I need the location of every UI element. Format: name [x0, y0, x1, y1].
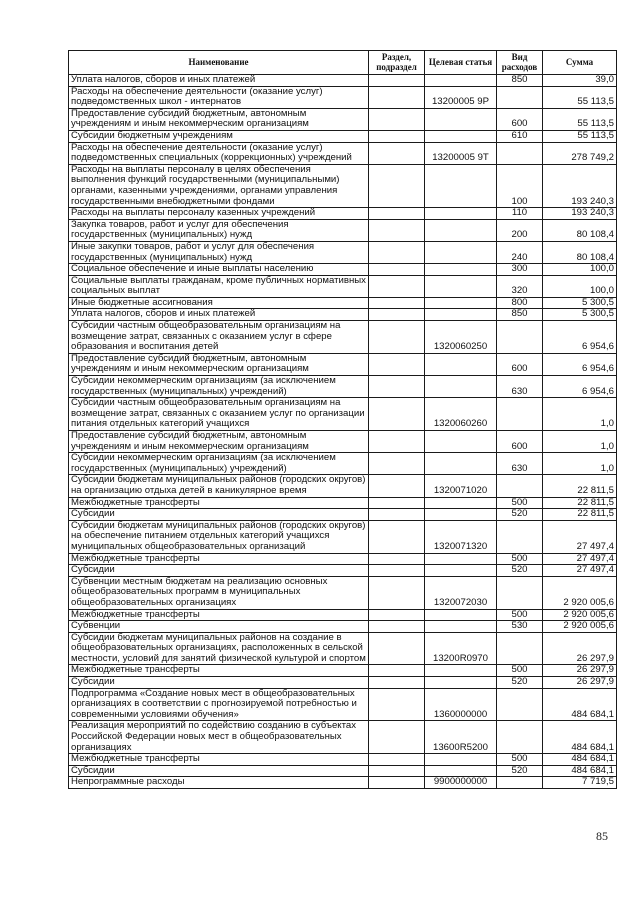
- cell-section: [369, 609, 425, 621]
- table-row: [69, 208, 617, 220]
- cell-sum: 2 920 005,6: [543, 576, 617, 609]
- table-row: [69, 75, 617, 87]
- cell-section: [369, 297, 425, 309]
- cell-name: Субсидии: [69, 765, 369, 777]
- cell-type: 520: [497, 509, 543, 521]
- cell-name: Межбюджетные трансферты: [69, 609, 369, 621]
- cell-sum: 2 920 005,6: [543, 609, 617, 621]
- cell-target: 1320060250: [425, 321, 497, 354]
- cell-name: Расходы на обеспечение деятельности (оказание услуг) подведомственных школ - интернатов: [69, 86, 369, 108]
- cell-sum: 1,0: [543, 431, 617, 453]
- cell-target: [425, 765, 497, 777]
- cell-section: [369, 475, 425, 497]
- cell-sum: 26 297,9: [543, 665, 617, 677]
- cell-sum: 27 497,4: [543, 520, 617, 553]
- cell-type: 520: [497, 565, 543, 577]
- cell-section: [369, 621, 425, 633]
- cell-sum: 484 684,1: [543, 721, 617, 754]
- cell-target: [425, 297, 497, 309]
- cell-sum: 6 954,6: [543, 353, 617, 375]
- cell-name: Субсидии частным общеобразовательным организациям на возмещение затрат, связанных с оказанием услуг по организации питания отдельных категорий учащихся: [69, 398, 369, 431]
- table-row: [69, 721, 617, 754]
- cell-sum: 80 108,4: [543, 241, 617, 263]
- cell-sum: 22 811,5: [543, 475, 617, 497]
- table-row: [69, 688, 617, 721]
- cell-type: 110: [497, 208, 543, 220]
- cell-target: 13600R5200: [425, 721, 497, 754]
- cell-type: 200: [497, 219, 543, 241]
- table-row: [69, 453, 617, 475]
- cell-type: 500: [497, 609, 543, 621]
- cell-sum: 7 719,5: [543, 777, 617, 789]
- cell-type: 240: [497, 241, 543, 263]
- cell-type: 520: [497, 765, 543, 777]
- cell-sum: 484 684,1: [543, 754, 617, 766]
- cell-type: [497, 576, 543, 609]
- cell-type: 300: [497, 264, 543, 276]
- table-row: [69, 520, 617, 553]
- table-row: [69, 297, 617, 309]
- cell-sum: 1,0: [543, 398, 617, 431]
- cell-section: [369, 677, 425, 689]
- cell-section: [369, 86, 425, 108]
- cell-section: [369, 142, 425, 164]
- table-row: [69, 565, 617, 577]
- header-type: Вид расходов: [497, 51, 543, 75]
- cell-name: Субсидии: [69, 509, 369, 521]
- cell-target: 1320060260: [425, 398, 497, 431]
- cell-type: [497, 777, 543, 789]
- cell-type: 500: [497, 553, 543, 565]
- cell-sum: 55 113,5: [543, 130, 617, 142]
- cell-name: Расходы на выплаты персоналу в целях обеспечения выполнения функций государственными (муниципальными) органами, казенными учреждениями, органами управления государственными внебюджетными фондами: [69, 164, 369, 207]
- table-row: [69, 321, 617, 354]
- cell-name: Иные бюджетные ассигнования: [69, 297, 369, 309]
- cell-target: [425, 376, 497, 398]
- cell-sum: 26 297,9: [543, 632, 617, 665]
- cell-section: [369, 431, 425, 453]
- cell-name: Предоставление субсидий бюджетным, автономным учреждениям и иным некоммерческим организациям: [69, 108, 369, 130]
- cell-sum: 80 108,4: [543, 219, 617, 241]
- cell-type: 500: [497, 665, 543, 677]
- cell-name: Субсидии некоммерческим организациям (за исключением государственных (муниципальных) учреждений): [69, 453, 369, 475]
- cell-target: 13200R0970: [425, 632, 497, 665]
- cell-type: 850: [497, 75, 543, 87]
- cell-sum: 27 497,4: [543, 553, 617, 565]
- cell-name: Субвенции местным бюджетам на реализацию основных общеобразовательных программ в муниципальных общеобразовательных организациях: [69, 576, 369, 609]
- cell-name: Субсидии частным общеобразовательным организациям на возмещение затрат, связанных с оказанием услуг в сфере образования и воспитания детей: [69, 321, 369, 354]
- cell-section: [369, 75, 425, 87]
- cell-name: Реализация мероприятий по содействию созданию в субъектах Российской Федерации новых мест в общеобразовательных организациях: [69, 721, 369, 754]
- cell-section: [369, 376, 425, 398]
- cell-section: [369, 108, 425, 130]
- table-row: [69, 309, 617, 321]
- cell-sum: 22 811,5: [543, 509, 617, 521]
- table-row: [69, 376, 617, 398]
- cell-section: [369, 309, 425, 321]
- budget-table: [68, 50, 617, 789]
- table-row: [69, 497, 617, 509]
- table-row: [69, 609, 617, 621]
- cell-type: 600: [497, 108, 543, 130]
- cell-type: [497, 688, 543, 721]
- cell-type: [497, 142, 543, 164]
- cell-sum: 5 300,5: [543, 297, 617, 309]
- cell-name: Межбюджетные трансферты: [69, 553, 369, 565]
- cell-type: 800: [497, 297, 543, 309]
- cell-sum: 39,0: [543, 75, 617, 87]
- table-row: [69, 576, 617, 609]
- table-row: [69, 398, 617, 431]
- cell-target: [425, 754, 497, 766]
- cell-type: 520: [497, 677, 543, 689]
- cell-name: Уплата налогов, сборов и иных платежей: [69, 75, 369, 87]
- table-body: [69, 75, 617, 789]
- cell-section: [369, 721, 425, 754]
- cell-target: [425, 431, 497, 453]
- cell-target: 1320072030: [425, 576, 497, 609]
- cell-target: [425, 565, 497, 577]
- cell-name: Подпрограмма «Создание новых мест в общеобразовательных организациях в соответствии с прогнозируемой потребностью и современными условиями обучения»: [69, 688, 369, 721]
- cell-type: [497, 86, 543, 108]
- table-row: [69, 677, 617, 689]
- cell-type: 100: [497, 164, 543, 207]
- cell-target: [425, 677, 497, 689]
- cell-target: 13200005 9T: [425, 142, 497, 164]
- cell-type: 600: [497, 353, 543, 375]
- cell-type: [497, 475, 543, 497]
- cell-sum: 55 113,5: [543, 86, 617, 108]
- cell-section: [369, 353, 425, 375]
- cell-section: [369, 688, 425, 721]
- cell-section: [369, 565, 425, 577]
- cell-target: 9900000000: [425, 777, 497, 789]
- cell-section: [369, 576, 425, 609]
- table-row: [69, 765, 617, 777]
- cell-type: 500: [497, 754, 543, 766]
- cell-target: [425, 108, 497, 130]
- cell-type: 320: [497, 275, 543, 297]
- cell-name: Субсидии бюджетам муниципальных районов (городских округов) на организацию отдыха детей в каникулярное время: [69, 475, 369, 497]
- cell-target: [425, 621, 497, 633]
- cell-name: Субсидии: [69, 677, 369, 689]
- cell-sum: 27 497,4: [543, 565, 617, 577]
- header-sum: Сумма: [543, 51, 617, 75]
- cell-name: Межбюджетные трансферты: [69, 754, 369, 766]
- cell-sum: 22 811,5: [543, 497, 617, 509]
- cell-sum: 278 749,2: [543, 142, 617, 164]
- cell-name: Расходы на обеспечение деятельности (оказание услуг) подведомственных специальных (коррекционных) учреждений: [69, 142, 369, 164]
- table-row: [69, 264, 617, 276]
- table-row: [69, 353, 617, 375]
- cell-section: [369, 321, 425, 354]
- table-row: [69, 108, 617, 130]
- cell-name: Иные закупки товаров, работ и услуг для обеспечения государственных (муниципальных) нужд: [69, 241, 369, 263]
- cell-sum: 5 300,5: [543, 309, 617, 321]
- header-section: Раздел, подраздел: [369, 51, 425, 75]
- cell-target: [425, 164, 497, 207]
- cell-type: [497, 520, 543, 553]
- cell-type: 610: [497, 130, 543, 142]
- table-row: [69, 553, 617, 565]
- cell-target: [425, 509, 497, 521]
- cell-type: 600: [497, 431, 543, 453]
- cell-section: [369, 553, 425, 565]
- cell-name: Закупка товаров, работ и услуг для обеспечения государственных (муниципальных) нужд: [69, 219, 369, 241]
- cell-name: Субсидии бюджетам муниципальных районов (городских округов) на обеспечение питанием отдельных категорий учащихся муниципальных общеобразовательных организаций: [69, 520, 369, 553]
- cell-section: [369, 777, 425, 789]
- cell-sum: 484 684,1: [543, 765, 617, 777]
- cell-target: [425, 553, 497, 565]
- table-row: [69, 275, 617, 297]
- cell-name: Межбюджетные трансферты: [69, 665, 369, 677]
- cell-sum: 484 684,1: [543, 688, 617, 721]
- cell-section: [369, 520, 425, 553]
- cell-sum: 6 954,6: [543, 376, 617, 398]
- cell-type: 530: [497, 621, 543, 633]
- table-row: [69, 86, 617, 108]
- cell-name: Расходы на выплаты персоналу казенных учреждений: [69, 208, 369, 220]
- cell-name: Субвенции: [69, 621, 369, 633]
- cell-section: [369, 765, 425, 777]
- cell-target: [425, 241, 497, 263]
- cell-target: [425, 130, 497, 142]
- cell-section: [369, 241, 425, 263]
- cell-target: [425, 353, 497, 375]
- cell-name: Субсидии бюджетам муниципальных районов на создание в общеобразовательных организациях, расположенных в сельской местности, условий для занятий физической культурой и спортом: [69, 632, 369, 665]
- table-row: [69, 241, 617, 263]
- cell-target: 1320071020: [425, 475, 497, 497]
- table-row: [69, 475, 617, 497]
- cell-sum: 1,0: [543, 453, 617, 475]
- cell-target: [425, 665, 497, 677]
- header-name: Наименование: [69, 51, 369, 75]
- cell-sum: 193 240,3: [543, 164, 617, 207]
- table-row: [69, 509, 617, 521]
- table-row: [69, 632, 617, 665]
- table-row: [69, 665, 617, 677]
- cell-target: 1320071320: [425, 520, 497, 553]
- cell-sum: 26 297,9: [543, 677, 617, 689]
- cell-section: [369, 754, 425, 766]
- cell-section: [369, 665, 425, 677]
- table-row: [69, 164, 617, 207]
- cell-sum: 100,0: [543, 264, 617, 276]
- cell-name: Субсидии некоммерческим организациям (за исключением государственных (муниципальных) учреждений): [69, 376, 369, 398]
- table-row: [69, 130, 617, 142]
- cell-section: [369, 497, 425, 509]
- table-row: [69, 621, 617, 633]
- table-row: [69, 754, 617, 766]
- cell-sum: 100,0: [543, 275, 617, 297]
- cell-target: 13200005 9P: [425, 86, 497, 108]
- cell-name: Субсидии: [69, 565, 369, 577]
- cell-name: Предоставление субсидий бюджетным, автономным учреждениям и иным некоммерческим организациям: [69, 431, 369, 453]
- cell-sum: 193 240,3: [543, 208, 617, 220]
- table-row: [69, 777, 617, 789]
- cell-sum: 6 954,6: [543, 321, 617, 354]
- cell-section: [369, 130, 425, 142]
- table-header: [69, 51, 617, 75]
- cell-target: [425, 275, 497, 297]
- cell-section: [369, 509, 425, 521]
- table-row: [69, 142, 617, 164]
- cell-type: [497, 321, 543, 354]
- cell-target: [425, 609, 497, 621]
- cell-section: [369, 453, 425, 475]
- cell-section: [369, 398, 425, 431]
- cell-type: [497, 632, 543, 665]
- cell-type: [497, 398, 543, 431]
- cell-target: [425, 208, 497, 220]
- table-row: [69, 431, 617, 453]
- cell-name: Межбюджетные трансферты: [69, 497, 369, 509]
- cell-name: Социальные выплаты гражданам, кроме публичных нормативных социальных выплат: [69, 275, 369, 297]
- cell-target: [425, 75, 497, 87]
- header-target: Целевая статья: [425, 51, 497, 75]
- cell-sum: 2 920 005,6: [543, 621, 617, 633]
- cell-section: [369, 164, 425, 207]
- cell-type: 630: [497, 376, 543, 398]
- cell-target: [425, 309, 497, 321]
- cell-name: Предоставление субсидий бюджетным, автономным учреждениям и иным некоммерческим организациям: [69, 353, 369, 375]
- cell-name: Непрограммные расходы: [69, 777, 369, 789]
- cell-name: Уплата налогов, сборов и иных платежей: [69, 309, 369, 321]
- cell-type: 630: [497, 453, 543, 475]
- cell-name: Субсидии бюджетным учреждениям: [69, 130, 369, 142]
- cell-name: Социальное обеспечение и иные выплаты населению: [69, 264, 369, 276]
- page-number: 85: [596, 829, 608, 843]
- cell-type: 850: [497, 309, 543, 321]
- table-row: [69, 219, 617, 241]
- cell-target: 1360000000: [425, 688, 497, 721]
- cell-sum: 55 113,5: [543, 108, 617, 130]
- cell-section: [369, 632, 425, 665]
- cell-section: [369, 275, 425, 297]
- cell-type: [497, 721, 543, 754]
- cell-type: 500: [497, 497, 543, 509]
- cell-target: [425, 219, 497, 241]
- cell-target: [425, 264, 497, 276]
- cell-target: [425, 453, 497, 475]
- cell-target: [425, 497, 497, 509]
- cell-section: [369, 264, 425, 276]
- cell-section: [369, 208, 425, 220]
- cell-section: [369, 219, 425, 241]
